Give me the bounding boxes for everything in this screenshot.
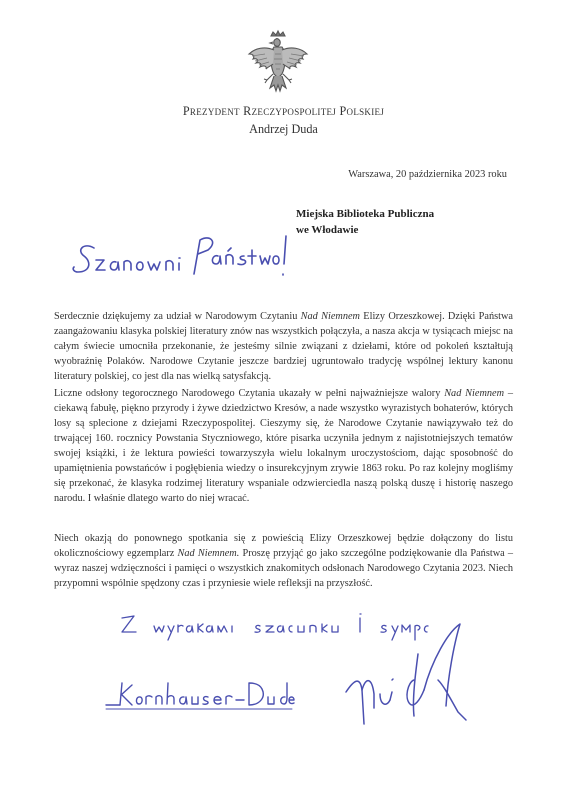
presidential-signature [340,620,470,730]
paragraph-3-text-a: Niech okazją do ponownego spotkania się z powieścią Elizy Orzeszkowej będzie dołączony do listu okolicznościowy egzemplarz [54,533,513,559]
handwritten-name [54,625,294,715]
paragraph-2-text-a: Liczne odsłony tegorocznego Narodowego Czytania ukazały w pełni najważniejsze walory [54,388,445,399]
recipient-line2: we Włodawie [296,224,359,236]
recipient-block [296,206,434,238]
letterhead [0,104,567,137]
office-title: Prezydent Rzeczypospolitej Polskiej [182,104,385,118]
paragraph-1 [54,309,513,384]
paragraph-3-text-b: Proszę przyjąć go jako szczególne podziękowanie dla Państwa – wyraz naszej wdzięczności i pamięci o wszystkich znakomitych odsłonach Narodowego Czytania 2023. Niech przypomni wspólnie spędzony czas i przyniesie wiele refleksji na przyszłość. [54,548,513,589]
book-title: Nad Niemnem. [177,548,240,559]
book-title: Nad Niemnem [444,388,505,399]
paragraph-1-text-a: Serdecznie dziękujemy za udział w Narodowym Czytaniu [54,311,301,322]
paragraph-2-text-b: – ciekawą fabułę, piękno przyrody i żywe dziedzictwo Kresów, a nade wszystko wyrazistych bohaterów, których losy są splecione z dziejami Rzeczypospolitej. Cieszymy się, że Narodowe Czytanie nawiązywało też do trwającej 160. rocznicy Powstania Styczniowego, które pisarka uczyniła jednym z najistotniejszych tematów swojej książki, i że lektura powieści towarzyszyła wielu lokalnym uroczystościom, dając sposobność do upamiętnienia powstańców i pogłębienia wiedzy o insurekcyjnym zrywie 1863 roku. Po raz kolejny mogliśmy się przekonać, że klasyka rodzimej literatury wspaniale odzwierciedla naszą polską duszę i historię naszego narodu. I właśnie dlatego warto do niej wracać. [54,388,513,504]
president-name: Andrzej Duda [249,122,318,136]
recipient-line1: Miejska Biblioteka Publiczna [296,208,435,220]
svg-text:Z wyrazami szacunku i sympatii: Z wyrazami szacunku i sympatii [68,560,81,561]
handwritten-greeting [72,212,292,292]
polish-eagle-emblem-icon [243,30,313,102]
paragraph-1-text-b: Elizy Orzeszkowej. Dzięki Państwa zaangażowaniu klasyka polskiej literatury znów nas wszystkich połączyła, a nasza akcja w tysiącach miejsc na całym świecie umocniła przekonanie, że jesteśmy silnie związani z dziełami, które od pokoleń kształtują wyobraźnię Polaków. Narodowe Czytanie jeszcze bardziej ugruntowało tradycję wspólnej lektury kanonu literatury polskiej, co jest dla nas wielką satysfakcją. [54,311,513,382]
letter-date: Warszawa, 20 października 2023 roku [348,169,507,180]
svg-text:Kornhauser-Duda: Kornhauser-Duda [54,625,62,626]
svg-text:Szanowni Państwo!: Szanowni Państwo! [72,212,82,213]
paragraph-3 [54,531,513,591]
book-title: Nad Niemnem [300,311,360,322]
paragraph-2 [54,386,513,506]
